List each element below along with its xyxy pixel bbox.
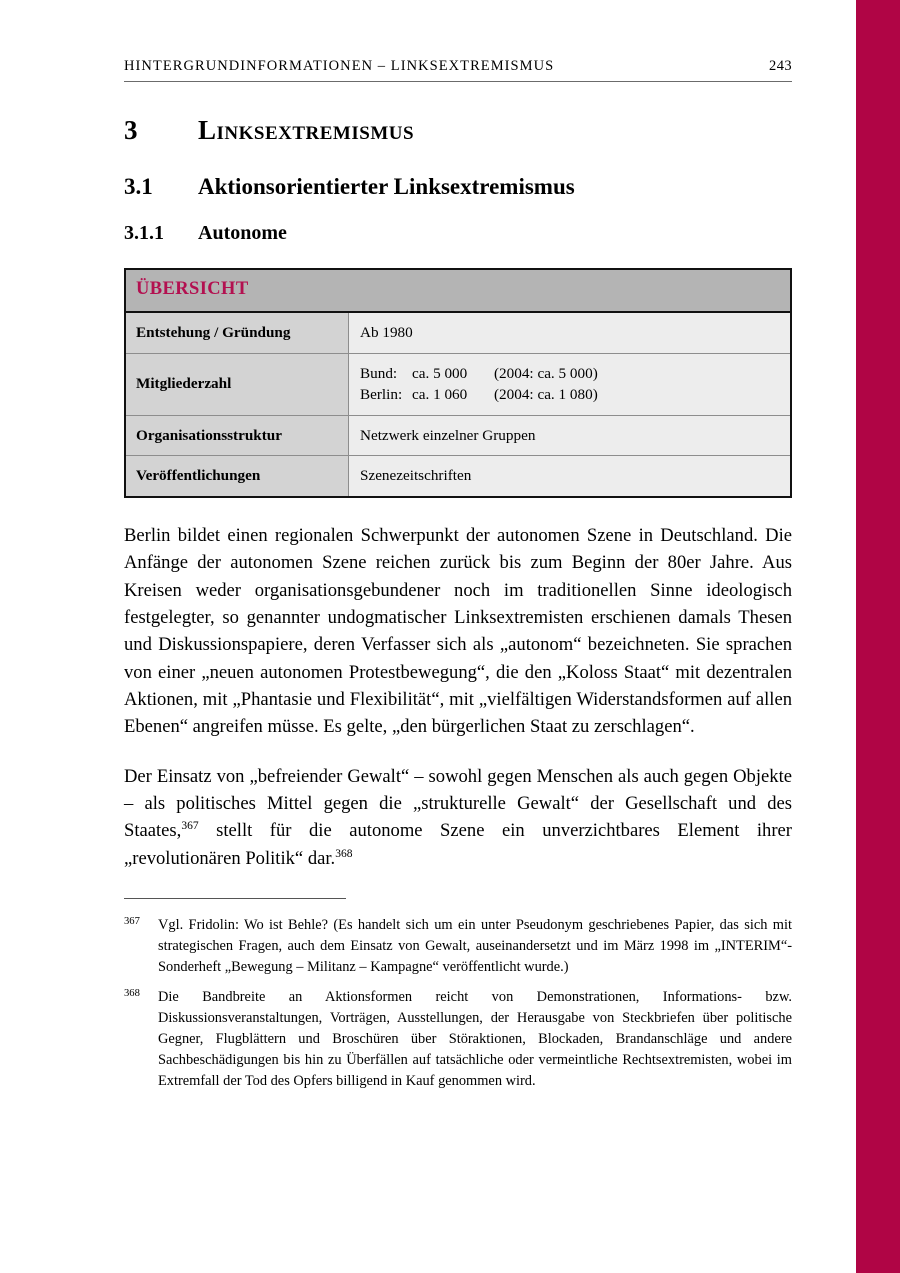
table-row (125, 312, 791, 353)
footnote-separator-rule (124, 898, 346, 899)
decorative-side-bar (856, 0, 900, 1273)
overview-title: ÜBERSICHT (136, 279, 249, 299)
membership-previous-year: (2004: ca. 1 080) (494, 386, 598, 404)
heading-level-2 (124, 174, 792, 200)
heading-level-1 (124, 115, 792, 146)
body-paragraph-2-text-a: Der Einsatz von „befreiender Gewalt“ – sowohl gegen Menschen als auch gegen Objekte – als politisches Mittel gegen die „strukturelle Gewalt“ der Gesellschaft und des Staates, (124, 765, 792, 842)
table-value-cell (349, 353, 792, 415)
membership-previous-year: (2004: ca. 5 000) (494, 364, 598, 382)
membership-line (360, 363, 782, 385)
membership-line (360, 384, 782, 406)
overview-table (124, 268, 792, 498)
footnotes-section (124, 898, 792, 1092)
table-header-row (125, 269, 791, 312)
body-paragraph-2 (124, 763, 792, 872)
heading-3-text: Autonome (198, 222, 287, 244)
heading-2-text: Aktionsorientierter Linksextremismus (198, 174, 575, 199)
body-paragraph-1: Berlin bildet einen regionalen Schwerpunkt der autonomen Szene in Deutschland. Die Anfänge der autonomen Szene reichen zurück bis zum Beginn der 80er Jahre. Aus Kreisen weder organisationsgebundener noch im traditionellen Sinne ideologisch festgelegter, so genannter undogmatischer Linksextremisten erschienen damals Thesen und Diskussionspapiere, deren Verfasser sich als „autonom“ bezeichneten. Sie sprachen von einer „neuen autonomen Protestbewegung“, die den „Koloss Staat“ mit dezentralen Aktionen, mit „Phantasie und Flexibilität“, mit „vielfältigen Widerstandsformen auf allen Ebenen“ angreifen müsse. Es gelte, „den bürgerlichen Staat zu zerschlagen“. (124, 524, 792, 738)
membership-scope-label: Bund: (360, 364, 398, 382)
table-key-cell: Veröffentlichungen (125, 456, 349, 497)
table-row (125, 353, 791, 415)
heading-2-number: 3.1 (124, 174, 153, 199)
heading-1-number: 3 (124, 115, 138, 145)
membership-amount: ca. 1 060 (412, 386, 468, 404)
table-value-cell: Szenezeitschriften (349, 456, 792, 497)
heading-level-3 (124, 222, 792, 245)
table-value-cell: Netzwerk einzelner Gruppen (349, 415, 792, 456)
table-value-cell: Ab 1980 (349, 312, 792, 353)
table-key-cell: Mitgliederzahl (125, 353, 349, 415)
footnote-reference-368[interactable]: 368 (335, 847, 353, 860)
membership-amount: ca. 5 000 (412, 364, 468, 382)
footnote-marker: 368 (124, 987, 140, 999)
membership-scope-label: Berlin: (360, 386, 403, 404)
body-paragraph-2-text-b: stellt für die autonome Szene ein unverzichtbares Element ihrer „revolutionären Politik“ dar. (124, 820, 792, 869)
footnote-marker: 367 (124, 915, 140, 927)
table-row (125, 415, 791, 456)
running-head-title: HINTERGRUNDINFORMATIONEN – LINKSEXTREMISMUS (124, 58, 555, 74)
running-head (124, 58, 792, 82)
footnote-item (124, 987, 792, 1092)
footnote-reference-367[interactable]: 367 (181, 819, 199, 832)
footnote-text: Die Bandbreite an Aktionsformen reicht von Demonstrationen, Informations- bzw. Diskussionsveranstaltungen, Vorträgen, Ausstellungen, der Herausgabe von Steckbriefen über politische Gegner, Flugblättern und Broschüren über Störaktionen, Blockaden, Brandanschläge und andere Sachbeschädigungen bis hin zu Überfällen auf tatsächliche oder vermeintliche Rechtsextremisten, wobei im Extremfall der Tod des Opfers billigend in Kauf genommen wird. (158, 988, 792, 1090)
footnote-item (124, 915, 792, 978)
footnote-text: Vgl. Fridolin: Wo ist Behle? (Es handelt sich um ein unter Pseudonym geschriebenes Papier, das sich mit strategischen Fragen, auch dem Einsatz von Gewalt, auseinandersetzt und im März 1998 im „INTERIM“-Sonderheft „Bewegung – Militanz – Kampagne“ veröffentlicht wurde.) (158, 916, 792, 975)
heading-3-number: 3.1.1 (124, 222, 164, 244)
heading-1-text: Linksextremismus (198, 115, 415, 145)
table-key-cell: Entstehung / Gründung (125, 312, 349, 353)
table-row (125, 456, 791, 497)
page-content (124, 0, 792, 1101)
table-key-cell: Organisationsstruktur (125, 415, 349, 456)
table-header-cell (125, 269, 791, 312)
page-number: 243 (769, 58, 792, 74)
